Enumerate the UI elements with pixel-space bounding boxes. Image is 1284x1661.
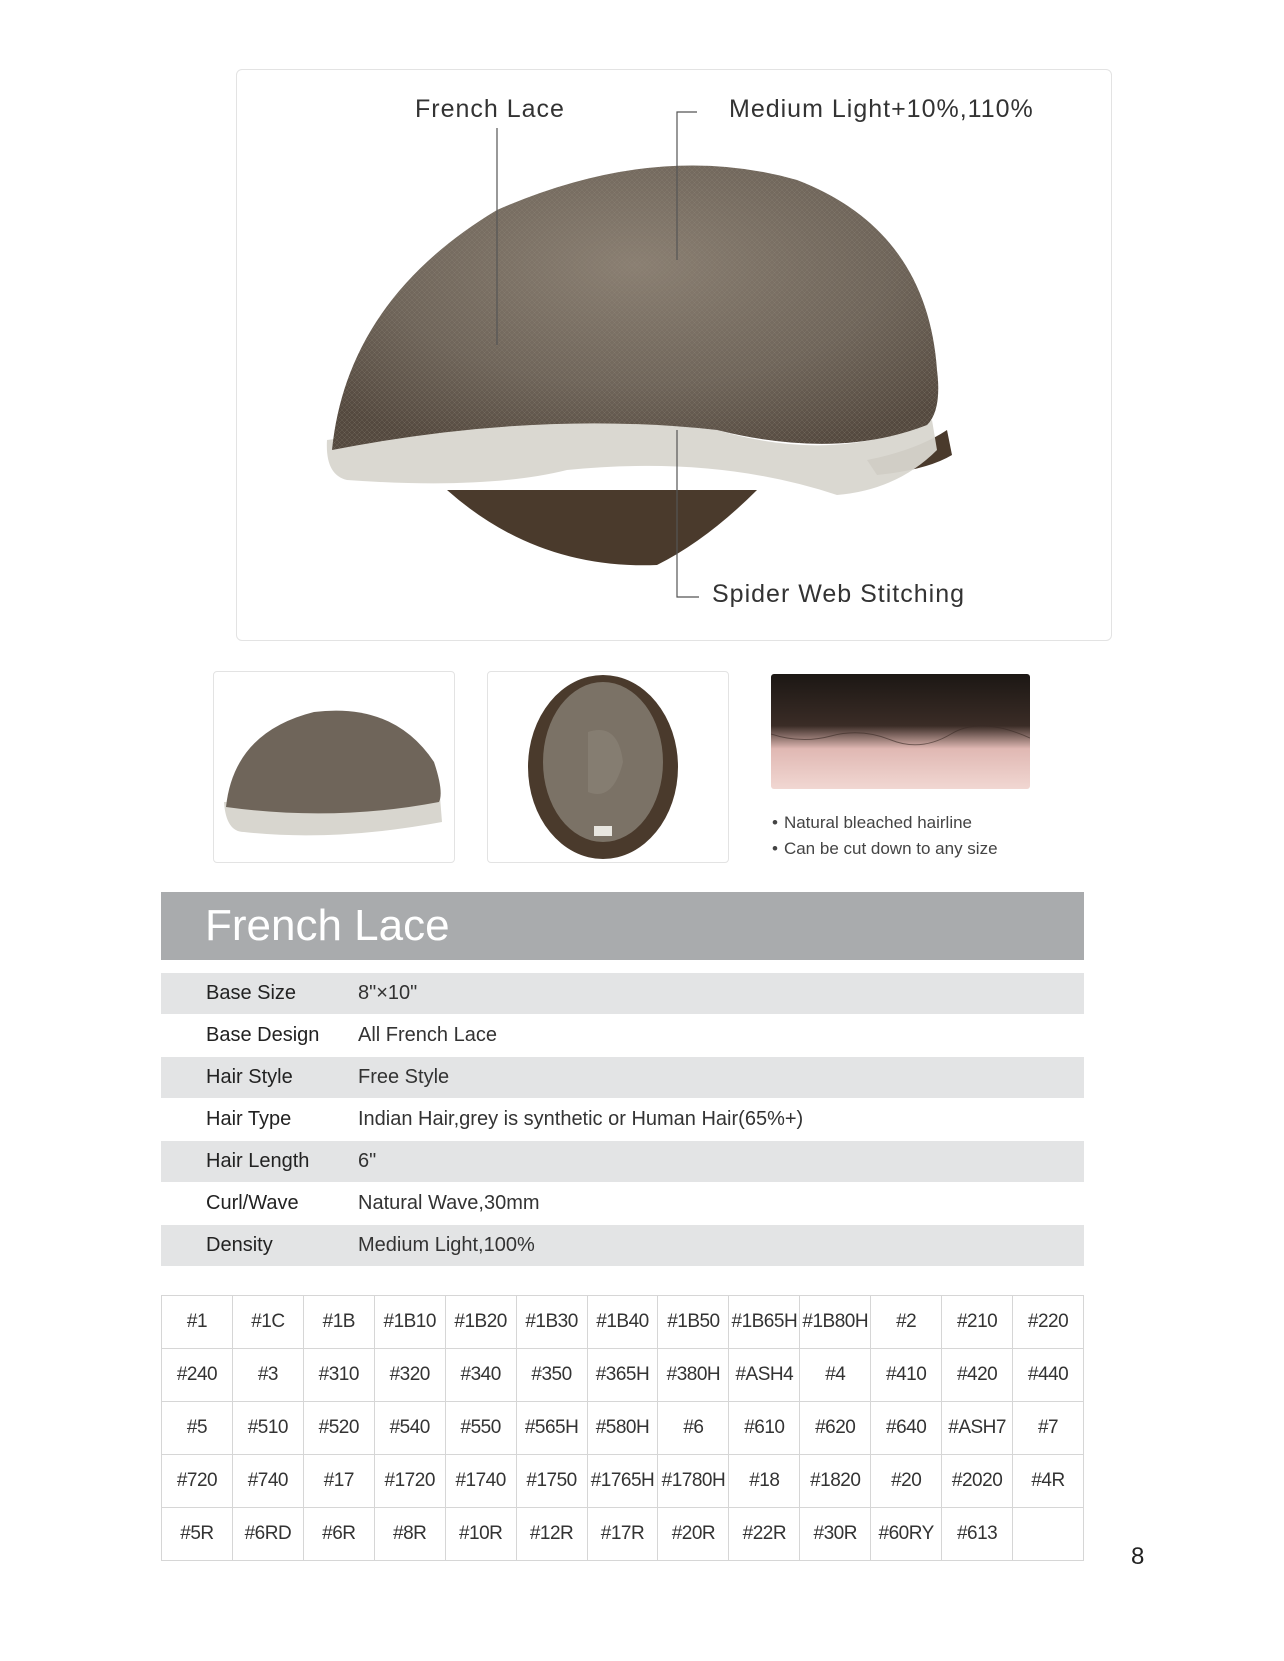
- color-code-cell: #610: [729, 1402, 800, 1455]
- color-code-cell: #320: [374, 1349, 445, 1402]
- color-code-cell: #340: [445, 1349, 516, 1402]
- color-chart-table: [161, 1295, 1084, 1561]
- color-row: [162, 1296, 1084, 1349]
- color-row: [162, 1455, 1084, 1508]
- spec-label: Base Design: [206, 1024, 320, 1046]
- color-row: [162, 1349, 1084, 1402]
- color-code-cell: #5R: [162, 1508, 233, 1561]
- side-view-image: [214, 672, 454, 862]
- spec-row-hair-type: [161, 1099, 1084, 1140]
- color-code-cell: #1750: [516, 1455, 587, 1508]
- color-code-cell: #30R: [800, 1508, 871, 1561]
- color-code-cell: #310: [303, 1349, 374, 1402]
- color-code-cell: #2: [871, 1296, 942, 1349]
- feature-item: • Can be cut down to any size: [772, 836, 998, 862]
- color-code-cell: #1B30: [516, 1296, 587, 1349]
- color-code-cell: #18: [729, 1455, 800, 1508]
- color-code-cell: #2020: [942, 1455, 1013, 1508]
- color-code-cell: #7: [1013, 1402, 1084, 1455]
- spec-label: Hair Length: [206, 1150, 310, 1172]
- color-code-cell: #3: [232, 1349, 303, 1402]
- color-code-cell: #740: [232, 1455, 303, 1508]
- feature-list: [772, 810, 998, 862]
- color-code-cell: #12R: [516, 1508, 587, 1561]
- callout-french-lace: French Lace: [415, 95, 565, 123]
- spec-label: Hair Style: [206, 1066, 293, 1088]
- callout-stitching: Spider Web Stitching: [712, 580, 965, 608]
- color-code-cell: #1B50: [658, 1296, 729, 1349]
- color-code-cell: #620: [800, 1402, 871, 1455]
- color-code-cell: [1013, 1508, 1084, 1561]
- spec-label: Hair Type: [206, 1108, 292, 1130]
- spec-value: Medium Light,100%: [358, 1234, 535, 1256]
- feature-item: • Natural bleached hairline: [772, 810, 998, 836]
- color-code-cell: #4: [800, 1349, 871, 1402]
- color-code-cell: #240: [162, 1349, 233, 1402]
- color-code-cell: #20: [871, 1455, 942, 1508]
- callout-density: Medium Light+10%,110%: [729, 95, 1034, 123]
- color-code-cell: #540: [374, 1402, 445, 1455]
- color-code-cell: #6R: [303, 1508, 374, 1561]
- color-code-cell: #ASH7: [942, 1402, 1013, 1455]
- color-code-cell: #22R: [729, 1508, 800, 1561]
- hairline-closeup-image: [771, 674, 1030, 789]
- color-code-cell: #410: [871, 1349, 942, 1402]
- spec-row-density: [161, 1225, 1084, 1266]
- color-code-cell: #8R: [374, 1508, 445, 1561]
- color-code-cell: #350: [516, 1349, 587, 1402]
- color-code-cell: #1: [162, 1296, 233, 1349]
- color-code-cell: #1780H: [658, 1455, 729, 1508]
- thumbnail-side-view: [213, 671, 455, 863]
- spec-value: Indian Hair,grey is synthetic or Human Hair(65%+): [358, 1108, 804, 1130]
- spec-label: Curl/Wave: [206, 1192, 299, 1214]
- color-code-cell: #210: [942, 1296, 1013, 1349]
- spec-row-base-size: [161, 973, 1084, 1014]
- page-number: 8: [1131, 1543, 1145, 1570]
- spec-row-hair-style: [161, 1057, 1084, 1098]
- color-code-cell: #440: [1013, 1349, 1084, 1402]
- color-code-cell: #550: [445, 1402, 516, 1455]
- color-code-cell: #4R: [1013, 1455, 1084, 1508]
- inside-view-image: [488, 672, 728, 862]
- color-code-cell: #510: [232, 1402, 303, 1455]
- color-code-cell: #365H: [587, 1349, 658, 1402]
- color-code-cell: #1C: [232, 1296, 303, 1349]
- color-row: [162, 1402, 1084, 1455]
- color-code-cell: #613: [942, 1508, 1013, 1561]
- color-code-cell: #17: [303, 1455, 374, 1508]
- product-title: French Lace: [161, 892, 1084, 960]
- color-code-cell: #1B65H: [729, 1296, 800, 1349]
- spec-value: 8"×10": [358, 982, 418, 1004]
- color-code-cell: #1740: [445, 1455, 516, 1508]
- color-code-cell: #5: [162, 1402, 233, 1455]
- spec-row-hair-length: [161, 1141, 1084, 1182]
- color-code-cell: #60RY: [871, 1508, 942, 1561]
- color-code-cell: #1B80H: [800, 1296, 871, 1349]
- spec-value: All French Lace: [358, 1024, 497, 1046]
- spec-label: Base Size: [206, 982, 297, 1004]
- color-code-cell: #220: [1013, 1296, 1084, 1349]
- color-code-cell: #1720: [374, 1455, 445, 1508]
- color-code-cell: #20R: [658, 1508, 729, 1561]
- color-code-cell: #10R: [445, 1508, 516, 1561]
- color-code-cell: #1B20: [445, 1296, 516, 1349]
- color-code-cell: #420: [942, 1349, 1013, 1402]
- color-code-cell: #640: [871, 1402, 942, 1455]
- color-code-cell: #1B: [303, 1296, 374, 1349]
- color-code-cell: #6: [658, 1402, 729, 1455]
- spec-value: Free Style: [358, 1066, 450, 1088]
- color-code-cell: #ASH4: [729, 1349, 800, 1402]
- color-code-cell: #17R: [587, 1508, 658, 1561]
- color-code-cell: #720: [162, 1455, 233, 1508]
- color-code-cell: #1B40: [587, 1296, 658, 1349]
- color-code-cell: #565H: [516, 1402, 587, 1455]
- color-code-cell: #1820: [800, 1455, 871, 1508]
- spec-row-curl-wave: [161, 1183, 1084, 1224]
- thumbnail-inside-view: [487, 671, 729, 863]
- hairline-closeup-graphic: [771, 674, 1030, 789]
- color-code-cell: #1765H: [587, 1455, 658, 1508]
- spec-label: Density: [206, 1234, 273, 1256]
- color-code-cell: #6RD: [232, 1508, 303, 1561]
- spec-value: 6": [358, 1150, 377, 1172]
- color-code-cell: #1B10: [374, 1296, 445, 1349]
- spec-value: Natural Wave,30mm: [358, 1192, 540, 1214]
- hero-product-image: [236, 69, 1112, 641]
- color-code-cell: #380H: [658, 1349, 729, 1402]
- color-code-cell: #580H: [587, 1402, 658, 1455]
- spec-row-base-design: [161, 1015, 1084, 1056]
- color-code-cell: #520: [303, 1402, 374, 1455]
- color-row: [162, 1508, 1084, 1561]
- hairpiece-illustration: [237, 70, 1111, 640]
